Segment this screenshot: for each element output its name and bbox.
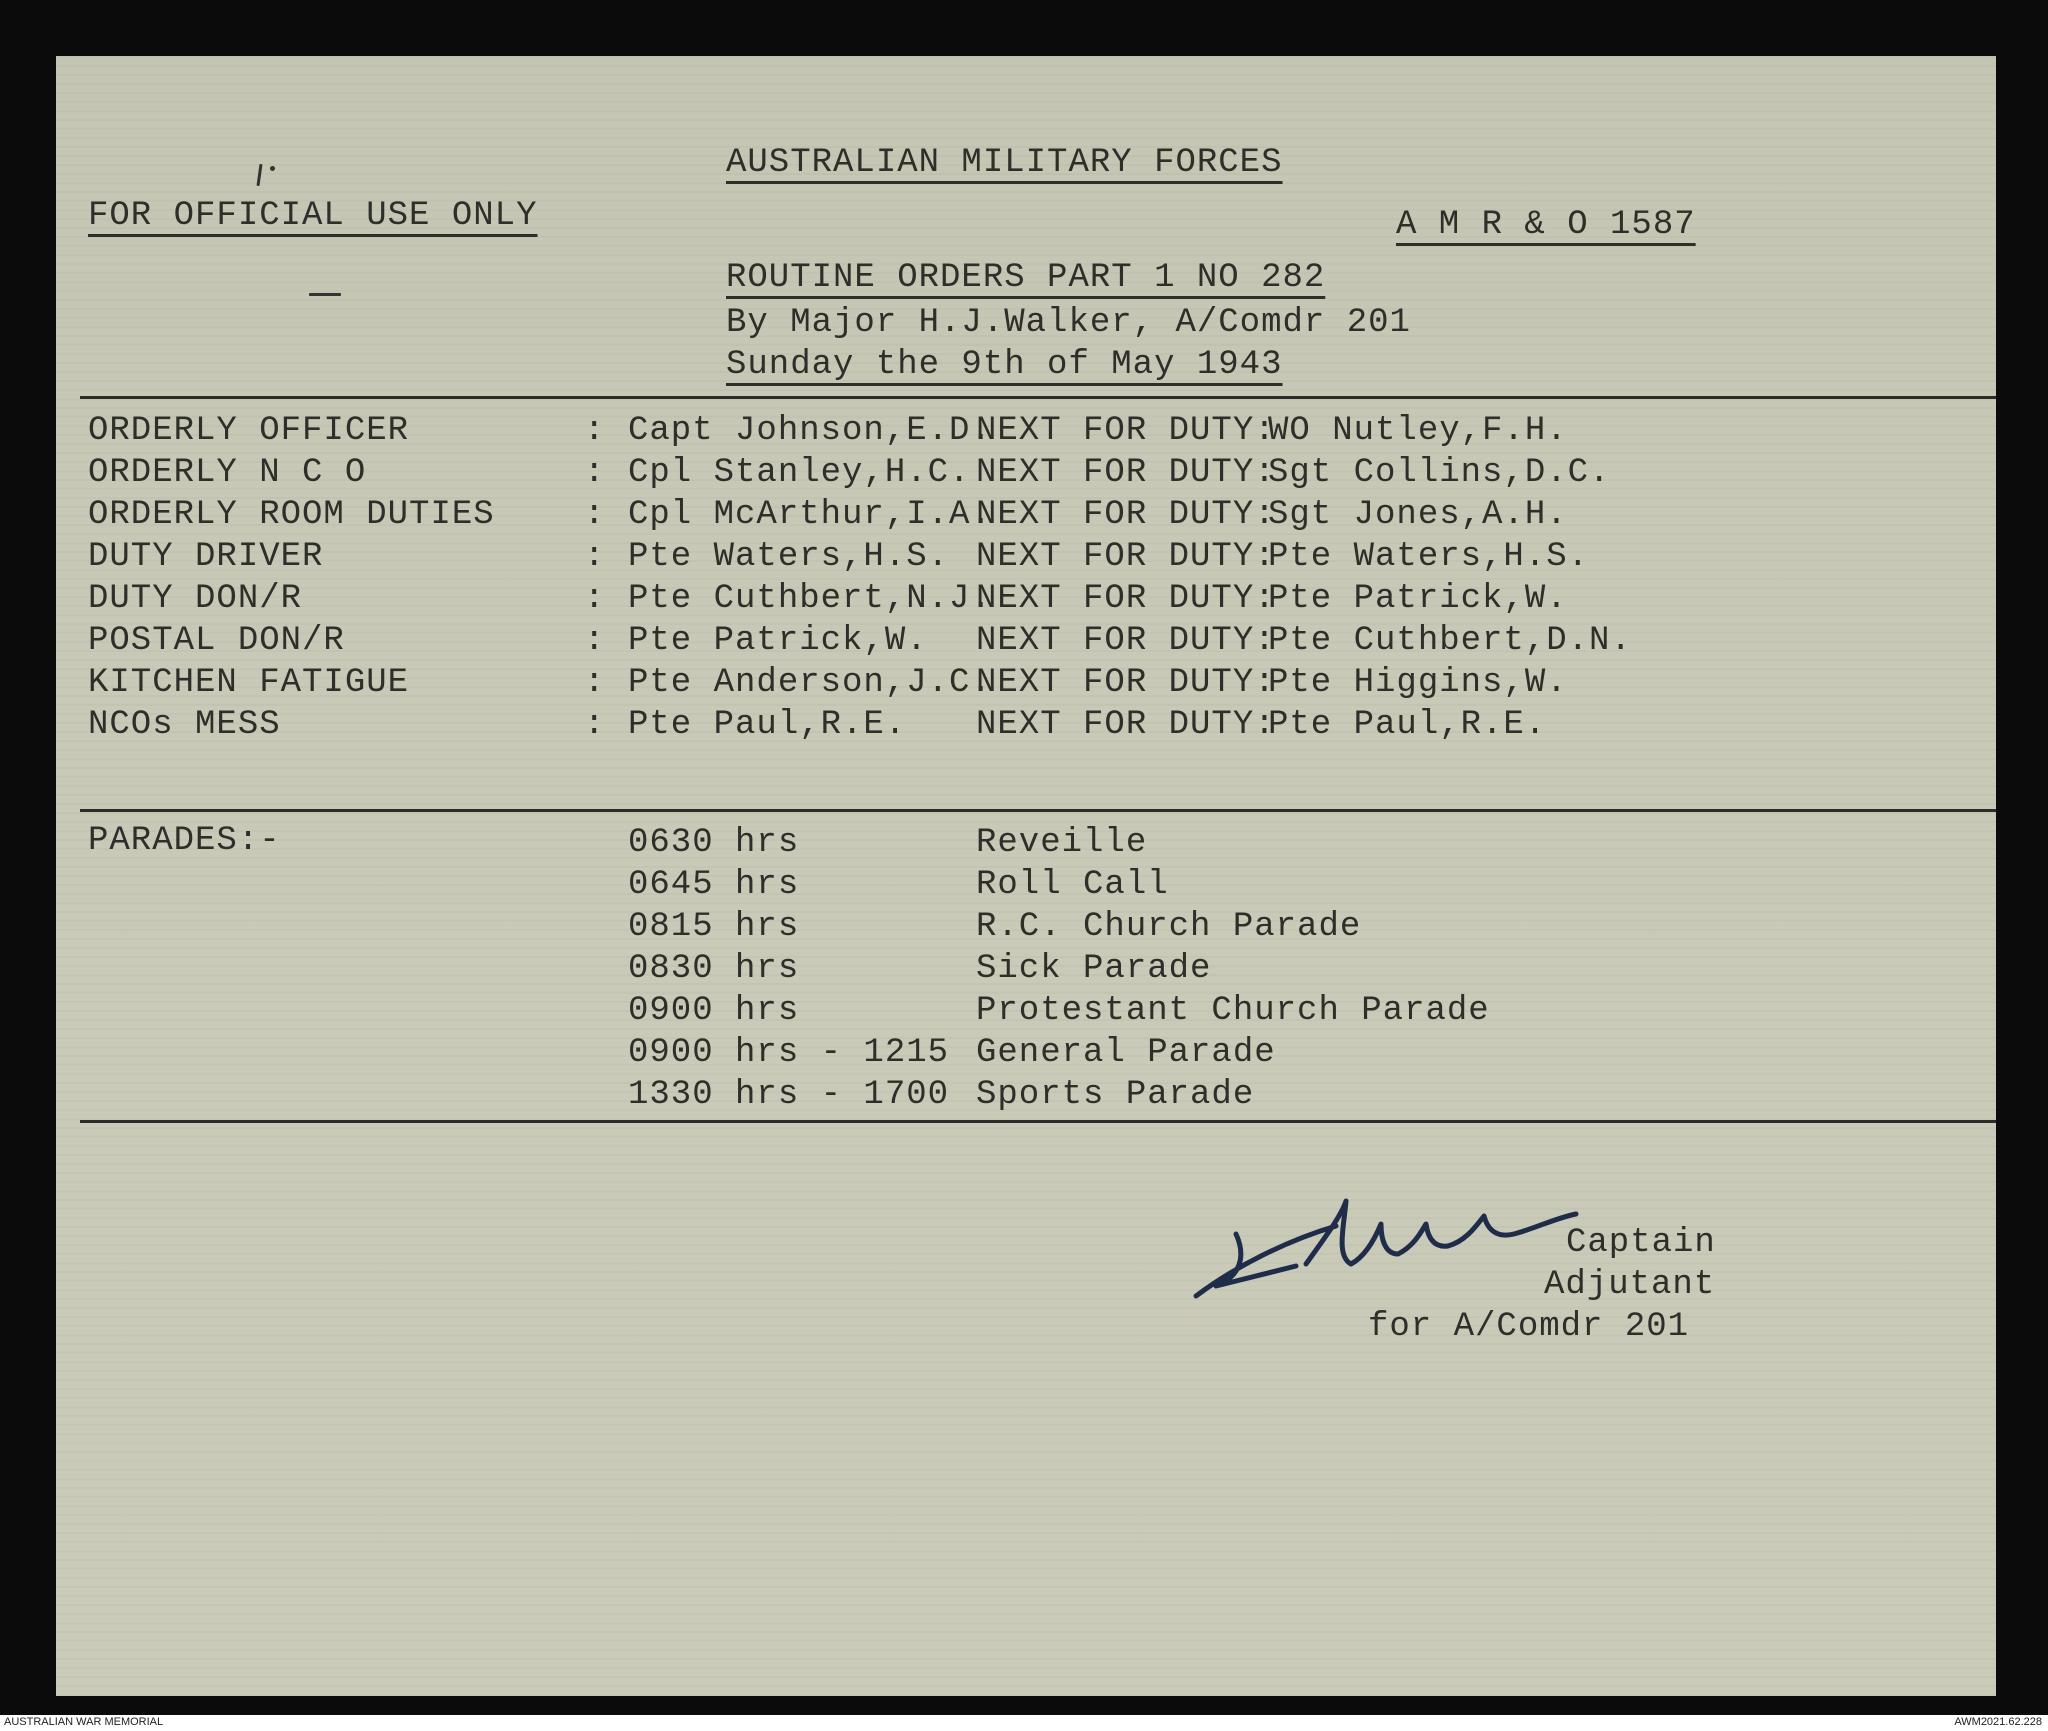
duty-role: DUTY DON/R bbox=[88, 580, 303, 618]
duty-separator: : bbox=[584, 580, 606, 618]
stray-mark bbox=[256, 164, 262, 186]
parade-time: 0815 hrs bbox=[628, 908, 800, 946]
document-date: Sunday the 9th of May 1943 bbox=[726, 346, 1283, 384]
next-duty-person: Pte Higgins,W. bbox=[1268, 664, 1568, 702]
next-duty-label: NEXT FOR DUTY: bbox=[976, 706, 1276, 744]
next-duty-person: Pte Patrick,W. bbox=[1268, 580, 1568, 618]
parade-row bbox=[56, 910, 1996, 952]
parade-time: 0900 hrs - 1215 bbox=[628, 1034, 950, 1072]
duty-person: Pte Patrick,W. bbox=[628, 622, 928, 660]
parade-event: Reveille bbox=[976, 824, 1148, 862]
divider-bottom bbox=[80, 1120, 1996, 1123]
duty-separator: : bbox=[584, 622, 606, 660]
duty-row bbox=[56, 582, 1996, 624]
duty-row bbox=[56, 624, 1996, 666]
signatory-rank: Captain bbox=[1566, 1224, 1716, 1262]
parade-row bbox=[56, 952, 1996, 994]
parade-time: 0645 hrs bbox=[628, 866, 800, 904]
duty-separator: : bbox=[584, 454, 606, 492]
accession-number: AWM2021.62.228 bbox=[1954, 1716, 2042, 1728]
duty-role: POSTAL DON/R bbox=[88, 622, 345, 660]
duty-role: ORDERLY OFFICER bbox=[88, 412, 410, 450]
duty-person: Pte Cuthbert,N.J. bbox=[628, 580, 992, 618]
duty-row bbox=[56, 498, 1996, 540]
duty-role: ORDERLY N C O bbox=[88, 454, 367, 492]
duty-row bbox=[56, 456, 1996, 498]
duty-separator: : bbox=[584, 664, 606, 702]
duty-separator: : bbox=[584, 496, 606, 534]
next-duty-person: Pte Paul,R.E. bbox=[1268, 706, 1547, 744]
parade-time: 1330 hrs - 1700 bbox=[628, 1076, 950, 1114]
duty-role: KITCHEN FATIGUE bbox=[88, 664, 410, 702]
duty-person: Pte Waters,H.S. bbox=[628, 538, 950, 576]
next-duty-person: Sgt Collins,D.C. bbox=[1268, 454, 1611, 492]
parades-label: PARADES:- bbox=[88, 822, 281, 860]
authority-line: By Major H.J.Walker, A/Comdr 201 bbox=[726, 304, 1411, 342]
next-duty-label: NEXT FOR DUTY: bbox=[976, 538, 1276, 576]
divider-top bbox=[80, 396, 1996, 399]
classification-label: FOR OFFICIAL USE ONLY bbox=[88, 197, 538, 235]
next-duty-person: WO Nutley,F.H. bbox=[1268, 412, 1568, 450]
next-duty-label: NEXT FOR DUTY: bbox=[976, 412, 1276, 450]
document-title: ROUTINE ORDERS PART 1 NO 282 bbox=[726, 259, 1326, 297]
duty-role: ORDERLY ROOM DUTIES bbox=[88, 496, 495, 534]
divider-middle bbox=[80, 809, 1996, 812]
parade-event: Roll Call bbox=[976, 866, 1169, 904]
parade-time: 0630 hrs bbox=[628, 824, 800, 862]
institution-credit: AUSTRALIAN WAR MEMORIAL bbox=[4, 1716, 164, 1728]
parade-event: Sports Parade bbox=[976, 1076, 1255, 1114]
next-duty-label: NEXT FOR DUTY: bbox=[976, 580, 1276, 618]
signatory-appointment: Adjutant bbox=[1544, 1266, 1716, 1304]
duty-person: Capt Johnson,E.D. bbox=[628, 412, 992, 450]
parade-event: General Parade bbox=[976, 1034, 1276, 1072]
next-duty-label: NEXT FOR DUTY: bbox=[976, 496, 1276, 534]
duty-role: NCOs MESS bbox=[88, 706, 281, 744]
duty-person: Pte Anderson,J.C. bbox=[628, 664, 992, 702]
duty-row bbox=[56, 414, 1996, 456]
next-duty-label: NEXT FOR DUTY: bbox=[976, 454, 1276, 492]
duty-separator: : bbox=[584, 706, 606, 744]
next-duty-person: Sgt Jones,A.H. bbox=[1268, 496, 1568, 534]
parade-time: 0900 hrs bbox=[628, 992, 800, 1030]
next-duty-person: Pte Cuthbert,D.N. bbox=[1268, 622, 1632, 660]
parade-row bbox=[56, 868, 1996, 910]
duty-row bbox=[56, 708, 1996, 750]
next-duty-label: NEXT FOR DUTY: bbox=[976, 664, 1276, 702]
parade-row bbox=[56, 822, 1996, 868]
parade-event: Sick Parade bbox=[976, 950, 1212, 988]
order-document bbox=[56, 56, 1996, 1696]
duty-role: DUTY DRIVER bbox=[88, 538, 324, 576]
parade-row bbox=[56, 1078, 1996, 1120]
parade-event: Protestant Church Parade bbox=[976, 992, 1490, 1030]
duty-separator: : bbox=[584, 538, 606, 576]
duty-separator: : bbox=[584, 412, 606, 450]
parade-time: 0830 hrs bbox=[628, 950, 800, 988]
next-duty-person: Pte Waters,H.S. bbox=[1268, 538, 1590, 576]
parade-row bbox=[56, 1036, 1996, 1078]
stray-mark bbox=[309, 293, 341, 296]
stray-mark bbox=[270, 166, 275, 171]
org-heading: AUSTRALIAN MILITARY FORCES bbox=[726, 144, 1283, 182]
duty-row bbox=[56, 540, 1996, 582]
duty-person: Cpl Stanley,H.C. bbox=[628, 454, 971, 492]
duty-person: Pte Paul,R.E. bbox=[628, 706, 907, 744]
reference-number: A M R & O 1587 bbox=[1396, 206, 1696, 244]
signatory-for-line: for A/Comdr 201 bbox=[1368, 1308, 1690, 1346]
parade-event: R.C. Church Parade bbox=[976, 908, 1362, 946]
duty-person: Cpl McArthur,I.A. bbox=[628, 496, 992, 534]
parade-row bbox=[56, 994, 1996, 1036]
duty-row bbox=[56, 666, 1996, 708]
next-duty-label: NEXT FOR DUTY: bbox=[976, 622, 1276, 660]
